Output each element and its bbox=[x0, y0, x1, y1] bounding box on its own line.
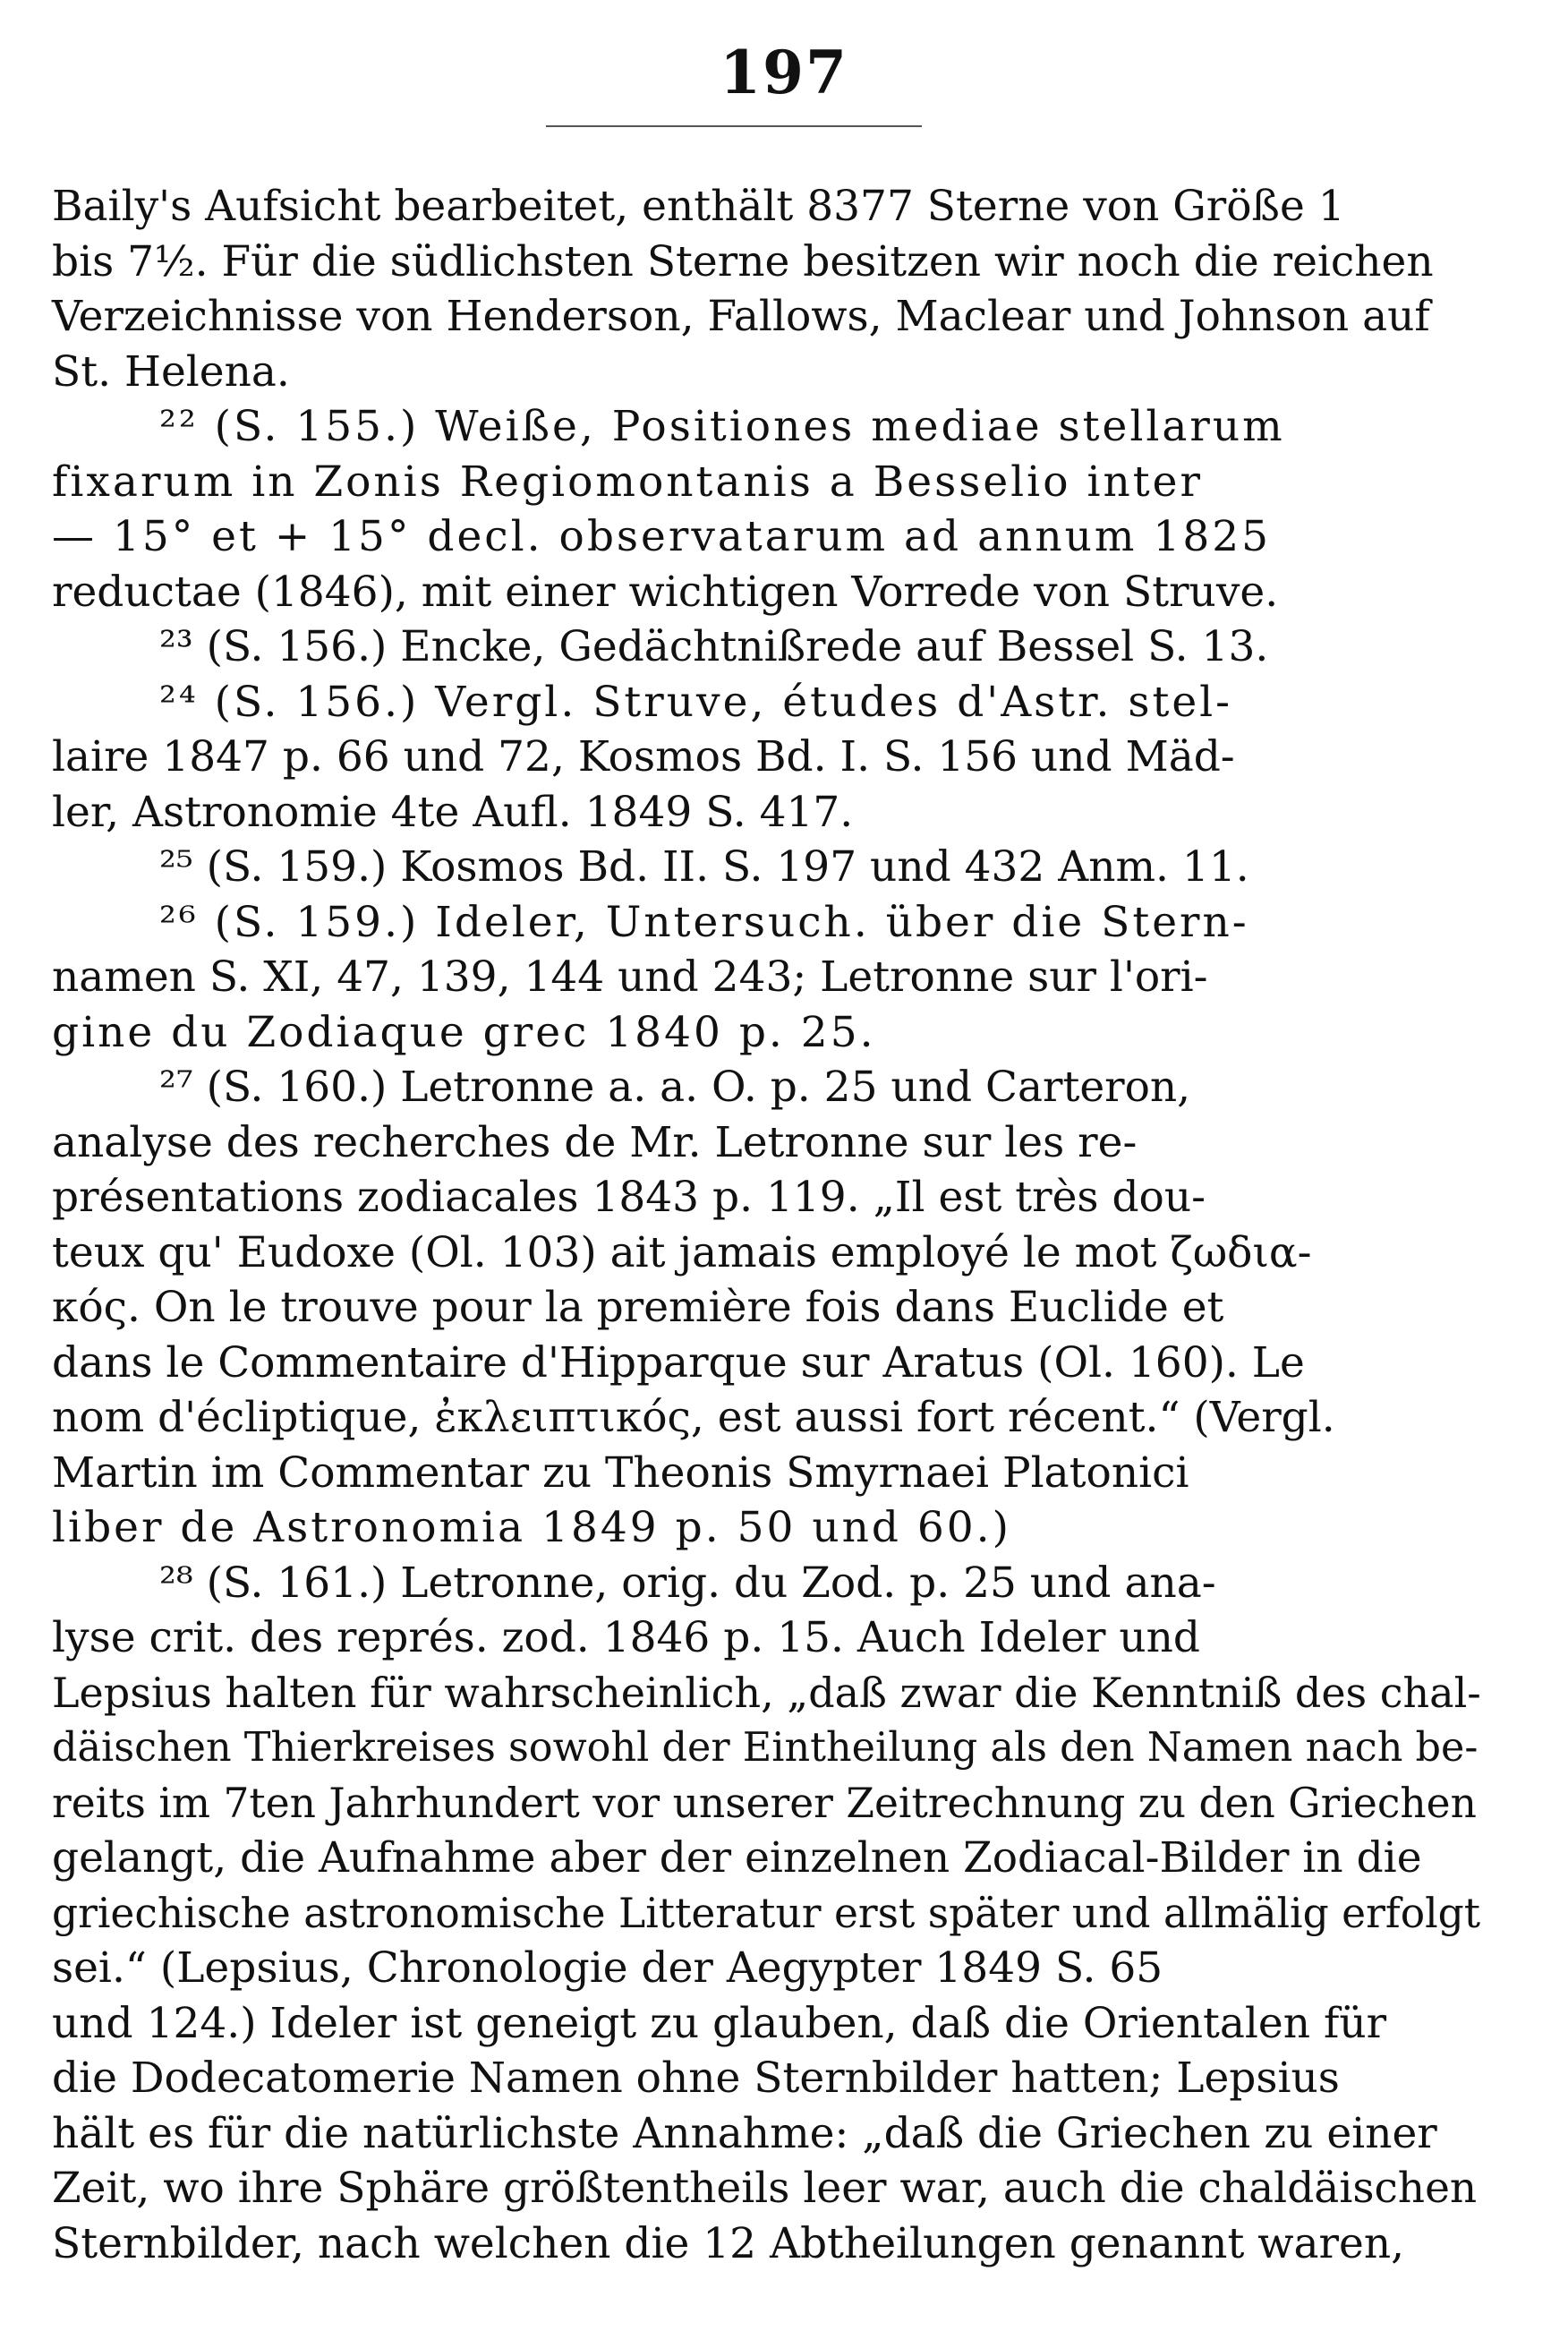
text-line: teux qu' Eudoxe (Ol. 103) ait jamais employé le mot ζωδια- bbox=[52, 1227, 1312, 1277]
text-line: Zeit, wo ihre Sphäre größtentheils leer war, auch die chaldäischen bbox=[52, 2164, 1478, 2213]
text-line: Baily's Aufsicht bearbeitet, enthält 8377 Sterne von Größe 1 bbox=[52, 182, 1345, 231]
text-line: namen S. XI, 47, 139, 144 und 243; Letronne sur l'ori- bbox=[52, 952, 1208, 1002]
footnote-26: ²⁶ (S. 159.) Ideler, Untersuch. über die Stern- bbox=[159, 897, 1249, 947]
text-line: liber de Astronomia 1849 p. 50 und 60.) bbox=[52, 1503, 1011, 1552]
text-line: Sternbilder, nach welchen die 12 Abtheilungen genannt waren, bbox=[52, 2218, 1405, 2268]
text-line: présentations zodiacales 1843 p. 119. „Il est très dou- bbox=[52, 1173, 1206, 1222]
header-rule bbox=[546, 125, 922, 127]
text-line: und 124.) Ideler ist geneigt zu glauben, daß die Orientalen für bbox=[52, 1998, 1387, 2048]
text-line: Verzeichnisse von Henderson, Fallows, Maclear und Johnson auf bbox=[52, 292, 1430, 341]
text-line: lyse crit. des représ. zod. 1846 p. 15. Auch Ideler und bbox=[52, 1613, 1200, 1662]
text-line: däischen Thierkreises sowohl der Eintheilung als den Namen nach be- bbox=[52, 1725, 1479, 1771]
text-line: nom d'écliptique, ἐκλειπτικός, est aussi fort récent.“ (Vergl. bbox=[52, 1393, 1335, 1442]
page-number: 197 bbox=[720, 38, 848, 107]
footnote-23: ²³ (S. 156.) Encke, Gedächtnißrede auf Bessel S. 13. bbox=[159, 622, 1269, 671]
text-line: sei.“ (Lepsius, Chronologie der Aegypter 1849 S. 65 bbox=[52, 1943, 1163, 1993]
text-line: St. Helena. bbox=[52, 346, 290, 397]
text-line: laire 1847 p. 66 und 72, Kosmos Bd. I. S. 156 und Mäd- bbox=[52, 732, 1235, 781]
text-line: ler, Astronomie 4te Aufl. 1849 S. 417. bbox=[52, 787, 854, 837]
text-line: hält es für die natürlichste Annahme: „daß die Griechen zu einer bbox=[52, 2108, 1437, 2158]
text-line: griechische astronomische Litteratur erst später und allmälig erfolgt bbox=[52, 1889, 1481, 1937]
text-line: bis 7½. Für die südlichsten Sterne besitzen wir noch die reichen bbox=[52, 236, 1434, 286]
footnote-27: ²⁷ (S. 160.) Letronne a. a. O. p. 25 und Carteron, bbox=[159, 1063, 1191, 1112]
text-line: Lepsius halten für wahrscheinlich, „daß zwar die Kenntniß des chal- bbox=[52, 1668, 1481, 1717]
footnote-24: ²⁴ (S. 156.) Vergl. Struve, études d'Astr. stel- bbox=[159, 677, 1233, 727]
text-line: reductae (1846), mit einer wichtigen Vorrede von Struve. bbox=[52, 567, 1279, 617]
footnote-28: ²⁸ (S. 161.) Letronne, orig. du Zod. p. 25 und ana- bbox=[159, 1558, 1216, 1608]
footnotes-text bbox=[52, 179, 1484, 2271]
text-line: dans le Commentaire d'Hipparque sur Aratus (Ol. 160). Le bbox=[52, 1337, 1305, 1388]
text-line: — 15° et + 15° decl. observatarum ad annum 1825 bbox=[52, 512, 1272, 561]
text-line: gelangt, die Aufnahme aber der einzelnen Zodiacal-Bilder in die bbox=[52, 1833, 1422, 1883]
footnote-22: ²² (S. 155.) Weiße, Positiones mediae stellarum bbox=[159, 402, 1285, 451]
text-line: fixarum in Zonis Regiomontanis a Besselio inter bbox=[52, 457, 1203, 507]
text-line: gine du Zodiaque grec 1840 p. 25. bbox=[52, 1007, 876, 1057]
text-line: die Dodecatomerie Namen ohne Sternbilder hatten; Lepsius bbox=[52, 2054, 1340, 2103]
text-line: reits im 7ten Jahrhundert vor unserer Zeitrechnung zu den Griechen bbox=[52, 1779, 1477, 1827]
text-line: κός. On le trouve pour la première fois dans Euclide et bbox=[52, 1283, 1224, 1332]
text-line: analyse des recherches de Mr. Letronne sur les re- bbox=[52, 1117, 1138, 1167]
footnote-25: ²⁵ (S. 159.) Kosmos Bd. II. S. 197 und 432 Anm. 11. bbox=[159, 842, 1249, 892]
text-line: Martin im Commentar zu Theonis Smyrnaei Platonici bbox=[52, 1447, 1189, 1498]
